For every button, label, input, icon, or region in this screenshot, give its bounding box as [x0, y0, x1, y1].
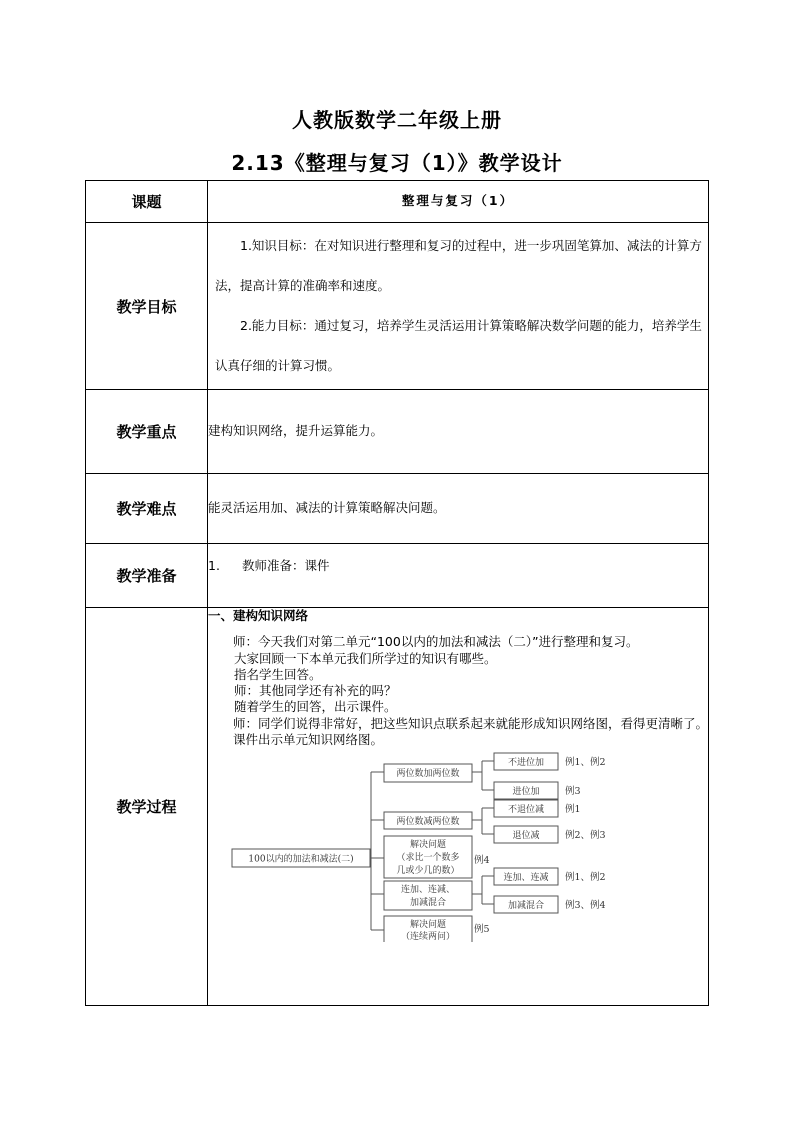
- topic-label: 课题: [86, 181, 208, 223]
- diagram-example-label: 例4: [474, 855, 490, 866]
- document-subtitle: 2.13《整理与复习（1）》教学设计: [231, 151, 563, 175]
- diagram-branch-text: 两位数减两位数: [396, 817, 460, 827]
- diagram-leaf-text: 进位加: [512, 787, 540, 797]
- diagram-root-text: 100以内的加法和减法(二): [248, 854, 354, 865]
- diagram-example-label: 例5: [474, 924, 490, 935]
- diagram-example-label: 例1、例2: [565, 757, 606, 768]
- process-row: [86, 608, 709, 1006]
- prep-row: [86, 544, 709, 608]
- prep-number: 1.: [208, 558, 220, 573]
- diagram-example-label: 例1: [565, 804, 581, 815]
- process-line: 课件出示单元知识网络图。: [233, 731, 384, 747]
- process-line: 大家回顾一下本单元我们所学过的知识有哪些。: [234, 650, 497, 666]
- document-title: 人教版数学二年级上册: [292, 108, 502, 132]
- process-section-heading: 一、建构知识网络: [208, 608, 309, 623]
- key-value: 建构知识网络，提升运算能力。: [208, 390, 709, 474]
- process-line: 随着学生的回答，出示课件。: [234, 699, 397, 715]
- prep-label: 教学准备: [86, 544, 208, 608]
- process-line: 指名学生回答。: [234, 666, 322, 682]
- process-line: 师：同学们说得非常好，把这些知识点联系起来就能形成知识网络图，看得更清晰了。: [233, 715, 709, 731]
- topic-value: 整理与复习（1）: [208, 181, 709, 223]
- diagram-branch-text: 几或少几的数）: [396, 866, 460, 876]
- diagram-branch-text: 加减混合: [409, 898, 447, 908]
- knowledge-network-diagram: [208, 750, 648, 942]
- diagram-branch-text: （求比一个数多: [396, 853, 460, 863]
- diagram-leaf-text: 加减混合: [507, 901, 545, 911]
- diagram-example-label: 例3: [565, 786, 581, 797]
- goals-cell: [208, 223, 709, 390]
- difficulty-label: 教学难点: [86, 474, 208, 544]
- diagram-leaf-text: 连加、连减: [503, 873, 549, 883]
- diagram-leaf-text: 不进位加: [507, 758, 545, 768]
- key-label: 教学重点: [86, 390, 208, 474]
- diagram-leaf-text: 退位减: [512, 831, 540, 841]
- goals-label: 教学目标: [86, 223, 208, 390]
- goal-knowledge: 1.知识目标：在对知识进行整理和复习的过程中，进一步巩固笔算加、减法的计算方法，提高计算的准确率和速度。: [215, 238, 702, 293]
- diagram-branch-text: 两位数加两位数: [396, 769, 460, 779]
- lesson-plan-table: [85, 180, 709, 1006]
- diagram-example-label: 例2、例3: [565, 830, 606, 841]
- diagram-example-label: 例1、例2: [565, 872, 606, 883]
- diagram-leaf-text: 不退位减: [507, 805, 545, 815]
- diagram-example-label: 例3、例4: [565, 900, 606, 911]
- prep-cell: [208, 544, 709, 608]
- goal-ability: 2.能力目标：通过复习，培养学生灵活运用计算策略解决数学问题的能力，培养学生认真仔细的计算习惯。: [215, 318, 702, 373]
- difficulty-value: 能灵活运用加、减法的计算策略解决问题。: [208, 474, 709, 544]
- diagram-branch-text: 解决问题: [409, 840, 447, 850]
- process-label: 教学过程: [86, 608, 208, 1006]
- diagram-branch-text: 连加、连减、: [400, 885, 456, 895]
- difficulty-row: [86, 474, 709, 544]
- process-line: 师：今天我们对第二单元“100以内的加法和减法（二）”进行整理和复习。: [233, 634, 639, 650]
- topic-row: [86, 181, 709, 223]
- prep-value: 教师准备：课件: [242, 558, 330, 573]
- goals-row: [86, 223, 709, 390]
- process-cell: [208, 608, 709, 1006]
- diagram-branch-text: 解决问题: [409, 920, 447, 930]
- key-row: [86, 390, 709, 474]
- process-line: 师：其他同学还有补充的吗？: [234, 683, 397, 698]
- diagram-branch-text: （连续两问）: [400, 932, 456, 942]
